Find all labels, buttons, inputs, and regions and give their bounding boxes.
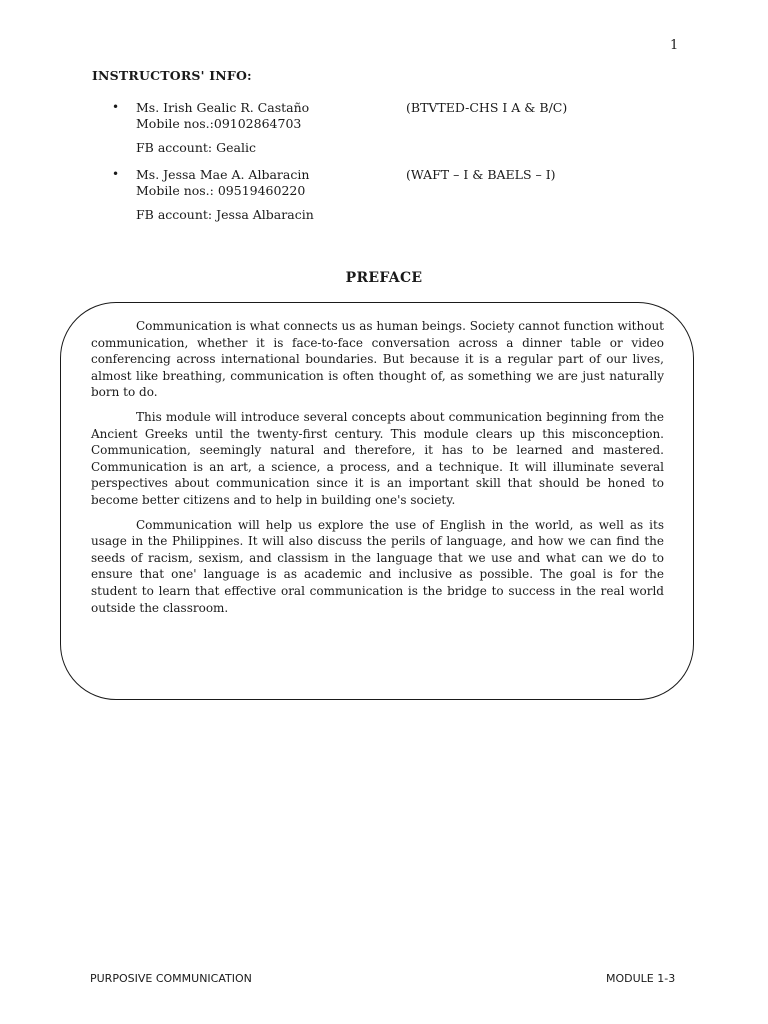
instructor-name: Ms. Irish Gealic R. Castaño [136,100,310,115]
instructors-heading: INSTRUCTORS' INFO: [92,68,252,83]
bullet-icon: • [112,167,120,181]
footer-course-title: PURPOSIVE COMMUNICATION [90,972,252,985]
instructor-mobile: Mobile nos.:09102864703 [136,116,302,131]
preface-title: PREFACE [345,270,423,286]
preface-paragraph: Communication is what connects us as human beings. Society cannot function without communication, whether it is face-to-face conversation across a dinner table or video conferencing across international boundaries. But because it is a regular part of our lives, almost like breathing, communication is often thought of, as something we are just naturally born to do. [91,319,664,400]
instructor-section: (BTVTED-CHS I A & B/C) [406,100,568,115]
instructor-fb-account: FB account: Gealic [136,140,256,155]
page-number: 1 [670,38,679,53]
preface-paragraph: This module will introduce several concepts about communication beginning from the Ancient Greeks until the twenty-first century. This module clears up this misconception. Communication, seemingly natural and therefore, it has to be learned and mastered. Communication is an art, a science, a process, and a technique. It will illuminate several perspectives about communication since it is an important skill that should be honed to become better citizens and to help in building one's society. [91,409,664,507]
preface-body [91,318,664,624]
instructor-section: (WAFT – I & BAELS – I) [406,167,556,182]
instructor-name: Ms. Jessa Mae A. Albaracin [136,167,310,182]
footer-module-label: MODULE 1-3 [606,972,676,985]
instructor-fb-account: FB account: Jessa Albaracin [136,207,314,222]
instructor-mobile: Mobile nos.: 09519460220 [136,183,306,198]
bullet-icon: • [112,100,120,114]
preface-paragraph: Communication will help us explore the use of English in the world, as well as its usage in the Philippines. It will also discuss the perils of language, and how we can find the seeds of racism, sexism, and classism in the language that we use and what can we do to ensure that one' language is as academic and inclusive as possible. The goal is for the student to learn that effective oral communication is the bridge to success in the real world outside the classroom. [91,517,664,615]
